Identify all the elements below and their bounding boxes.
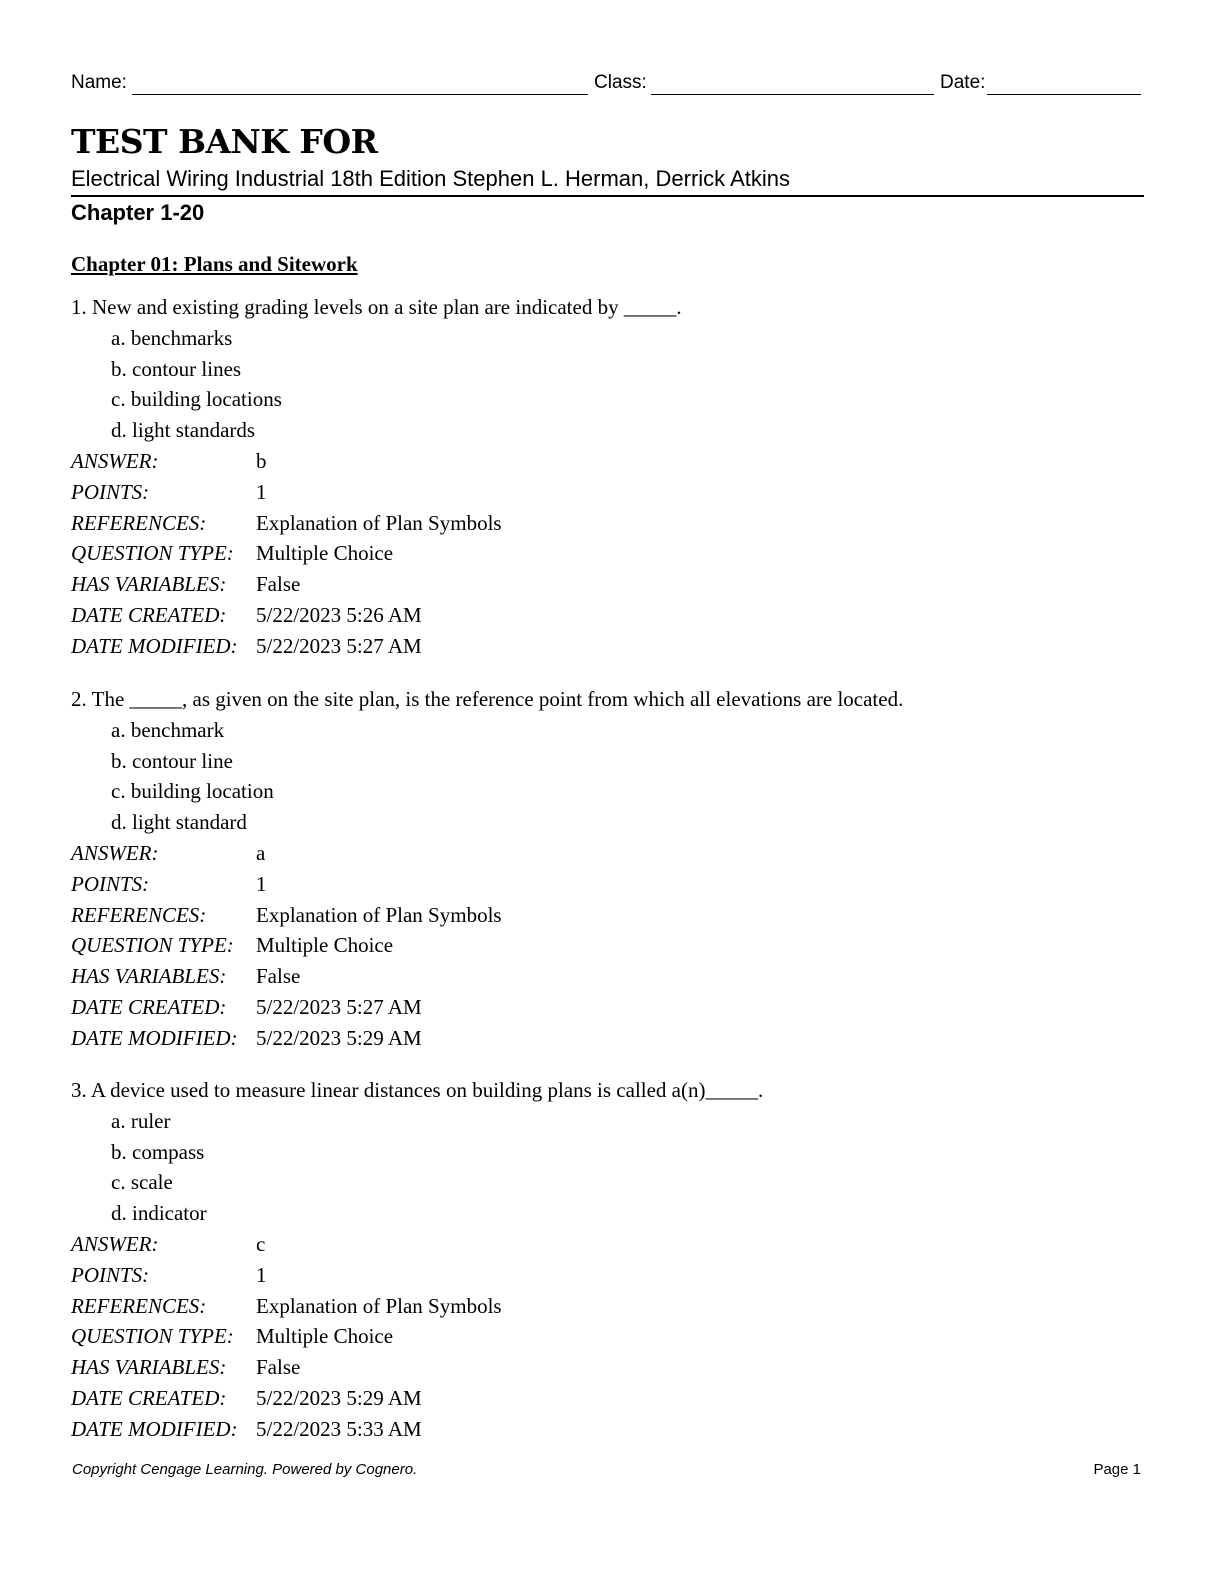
references-row: [71, 1291, 763, 1322]
option-a: a. benchmarks: [111, 325, 233, 350]
answer-row: [71, 838, 903, 869]
meta-label: HAS VARIABLES:: [71, 964, 227, 989]
name-blank[interactable]: [132, 94, 588, 95]
footer-copyright: Copyright Cengage Learning. Powered by Cognero.: [72, 1461, 418, 1478]
meta-label: ANSWER:: [71, 448, 159, 473]
meta-label: QUESTION TYPE:: [71, 933, 234, 958]
has-variables-row: [71, 1352, 763, 1383]
question-type-row: [71, 538, 682, 569]
references-row: [71, 508, 682, 539]
date-created-value: 5/22/2023 5:29 AM: [256, 1385, 422, 1410]
points-row: [71, 1260, 763, 1291]
option-c: c. scale: [111, 1170, 173, 1195]
answer-value: b: [256, 448, 267, 473]
points-value: 1: [256, 1262, 267, 1287]
date-created-row: [71, 600, 682, 631]
option-c: c. building locations: [111, 387, 282, 412]
option-b: b. contour line: [111, 748, 233, 773]
date-blank[interactable]: [987, 94, 1141, 95]
meta-label: REFERENCES:: [71, 510, 207, 535]
date-modified-row: [71, 631, 682, 662]
meta-label: HAS VARIABLES:: [71, 1355, 227, 1380]
question-block: [71, 292, 682, 662]
question-stem: 3. A device used to measure linear distances on building plans is called a(n)_____.: [71, 1078, 764, 1102]
meta-label: POINTS:: [71, 479, 150, 504]
title-divider: [71, 195, 1144, 197]
meta-label: REFERENCES:: [71, 1293, 207, 1318]
question-block: [71, 1075, 763, 1445]
meta-label: POINTS:: [71, 1262, 150, 1287]
date-modified-value: 5/22/2023 5:29 AM: [256, 1025, 422, 1050]
option-a: a. benchmark: [111, 717, 225, 742]
references-value: Explanation of Plan Symbols: [256, 902, 502, 927]
date-created-value: 5/22/2023 5:27 AM: [256, 994, 422, 1019]
answer-row: [71, 1229, 763, 1260]
has-variables-row: [71, 569, 682, 600]
points-row: [71, 477, 682, 508]
references-row: [71, 900, 903, 931]
question-type-value: Multiple Choice: [256, 1324, 394, 1349]
question-type-row: [71, 1321, 763, 1352]
meta-label: DATE MODIFIED:: [71, 1025, 238, 1050]
option-d: d. indicator: [111, 1201, 207, 1226]
meta-label: DATE MODIFIED:: [71, 1416, 238, 1441]
question-type-value: Multiple Choice: [256, 541, 394, 566]
question-type-value: Multiple Choice: [256, 933, 394, 958]
has-variables-value: False: [256, 1355, 301, 1380]
points-row: [71, 869, 903, 900]
meta-label: DATE CREATED:: [71, 602, 227, 627]
option-b: b. compass: [111, 1139, 205, 1164]
date-created-value: 5/22/2023 5:26 AM: [256, 602, 422, 627]
references-value: Explanation of Plan Symbols: [256, 510, 502, 535]
date-created-row: [71, 992, 903, 1023]
date-modified-value: 5/22/2023 5:27 AM: [256, 633, 422, 658]
book-subtitle: Electrical Wiring Industrial 18th Edition Stephen L. Herman, Derrick Atkins: [71, 166, 790, 191]
option-a: a. ruler: [111, 1108, 171, 1133]
meta-label: ANSWER:: [71, 840, 159, 865]
meta-label: DATE MODIFIED:: [71, 633, 238, 658]
answer-value: c: [256, 1231, 266, 1256]
student-info-header: [71, 72, 1143, 98]
meta-label: HAS VARIABLES:: [71, 572, 227, 597]
meta-label: QUESTION TYPE:: [71, 541, 234, 566]
date-created-row: [71, 1383, 763, 1414]
question-block: [71, 684, 903, 1054]
page-title: TEST BANK FOR: [71, 122, 378, 161]
references-value: Explanation of Plan Symbols: [256, 1293, 502, 1318]
section-title: Chapter 01: Plans and Sitework: [71, 252, 358, 276]
date-modified-row: [71, 1414, 763, 1445]
has-variables-value: False: [256, 964, 301, 989]
has-variables-value: False: [256, 572, 301, 597]
date-modified-value: 5/22/2023 5:33 AM: [256, 1416, 422, 1441]
answer-value: a: [256, 840, 266, 865]
meta-label: QUESTION TYPE:: [71, 1324, 234, 1349]
meta-label: POINTS:: [71, 871, 150, 896]
class-blank[interactable]: [651, 94, 934, 95]
chapter-range: Chapter 1-20: [71, 200, 205, 225]
option-b: b. contour lines: [111, 356, 242, 381]
question-stem: 2. The _____, as given on the site plan, is the reference point from which all elevations are located.: [71, 687, 904, 711]
points-value: 1: [256, 871, 267, 896]
question-stem: 1. New and existing grading levels on a site plan are indicated by _____.: [71, 295, 682, 319]
answer-row: [71, 446, 682, 477]
footer-page-number: Page 1: [1093, 1461, 1141, 1478]
has-variables-row: [71, 961, 903, 992]
date-modified-row: [71, 1023, 903, 1054]
class-label: Class:: [594, 72, 647, 93]
meta-label: REFERENCES:: [71, 902, 207, 927]
meta-label: ANSWER:: [71, 1231, 159, 1256]
meta-label: DATE CREATED:: [71, 1385, 227, 1410]
meta-label: DATE CREATED:: [71, 994, 227, 1019]
name-label: Name:: [71, 72, 127, 93]
option-d: d. light standard: [111, 810, 247, 835]
points-value: 1: [256, 479, 267, 504]
option-d: d. light standards: [111, 418, 256, 443]
option-c: c. building location: [111, 779, 274, 804]
question-type-row: [71, 930, 903, 961]
date-label: Date:: [940, 72, 986, 93]
